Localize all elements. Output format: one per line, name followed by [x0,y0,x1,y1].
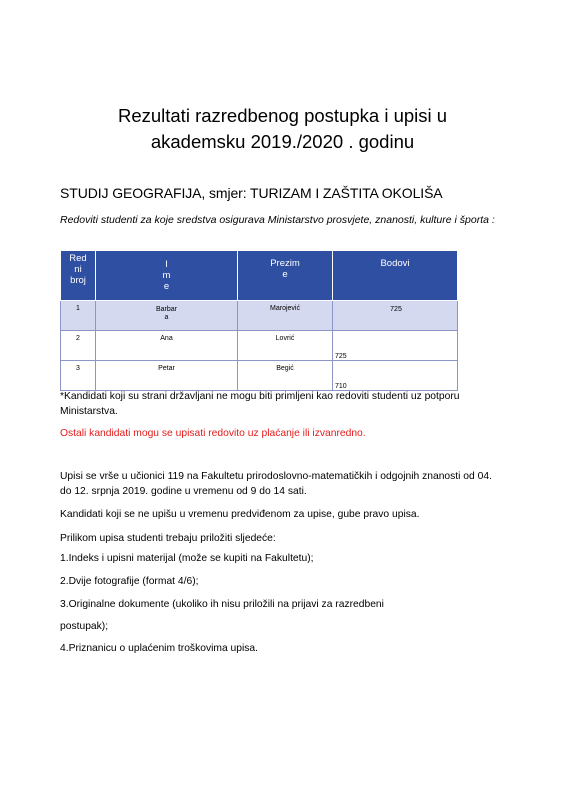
cell-points: 725 [333,301,458,331]
header-points: Bodovi [333,251,458,301]
page-title [60,103,505,155]
cell-rank: 2 [61,331,96,361]
cell-last-name: Lovrić [238,331,333,361]
title-line-2: akademsku 2019./2020 . godinu [150,131,415,152]
intro-text: Redoviti studenti za koje sredstva osigurava Ministarstvo prosvjete, znanosti, kulture i športa : [60,214,495,226]
foreign-students-note: *Kandidati koji su strani državljani ne mogu biti primljeni kao redoviti studenti uz potporu Ministarstva. [60,391,460,417]
header-first-name: I m e [96,251,238,301]
required-item-2: 2.Dvije fotografije (format 4/6); [60,576,199,587]
study-heading: STUDIJ GEOGRAFIJA, smjer: TURIZAM I ZAŠTITA OKOLIŠA [60,185,443,201]
other-candidates-note: Ostali kandidati mogu se upisati redovito uz plaćanje ili izvanredno. [60,428,366,439]
required-item-3-cont: postupak); [60,621,109,632]
header-rank: Red ni broj [61,251,96,301]
enrollment-info: Upisi se vrše u učionici 119 na Fakultetu prirodoslovno-matematičkih i odgojnih znanosti od 04. do 12. srpnja 2019. godine u vremenu od 9 do 14 sati. [60,471,492,497]
cell-points: 725 [333,331,458,361]
cell-first-name: Barbar a [96,301,238,331]
cell-rank: 3 [61,361,96,391]
title-line-1: Rezultati razredbenog postupka i upisi u [117,105,448,126]
table-row [61,331,458,361]
forfeit-note: Kandidati koji se ne upišu u vremenu predviđenom za upise, gube pravo upisa. [60,509,420,520]
table-row [61,361,458,391]
results-table [60,250,458,391]
required-docs-heading: Prilikom upisa studenti trebaju priložiti sljedeće: [60,533,276,544]
table-row [61,301,458,331]
cell-last-name: Begić [238,361,333,391]
cell-rank: 1 [61,301,96,331]
required-item-4: 4.Priznanicu o uplaćenim troškovima upisa. [60,643,259,654]
required-item-3: 3.Originalne dokumente (ukoliko ih nisu priložili na prijavi za razredbeni [60,599,384,610]
cell-points: 710 [333,361,458,391]
required-item-1: 1.Indeks i upisni materijal (može se kupiti na Fakultetu); [60,553,314,564]
header-last-name: Prezim e [238,251,333,301]
cell-first-name: Ana [96,331,238,361]
table-header-row [61,251,458,301]
cell-last-name: Marojević [238,301,333,331]
cell-first-name: Petar [96,361,238,391]
